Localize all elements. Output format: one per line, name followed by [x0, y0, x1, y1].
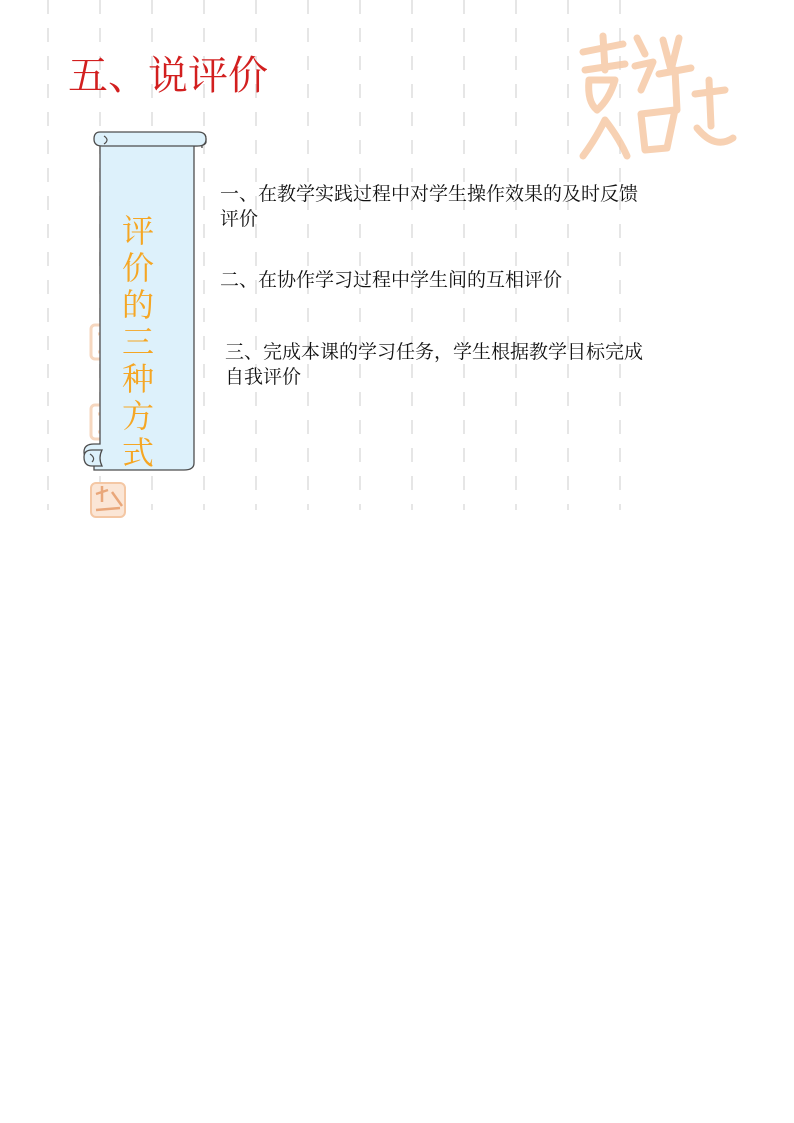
small-seal-decoration [88, 480, 128, 520]
evaluation-item-2: 二、在协作学习过程中学生间的互相评价 [220, 269, 563, 291]
auspicious-seal-decoration [575, 30, 740, 165]
page-title: 五、说评价 [68, 53, 268, 99]
scroll-label-text: 评 价 的 三 种 方 式 [121, 212, 154, 472]
evaluation-item-3: 三、完成本课的学习任务，学生根据教学目标完成自我评价 [225, 341, 644, 388]
evaluation-item-1: 一、在教学实践过程中对学生操作效果的及时反馈评价 [220, 183, 639, 230]
scroll-label [113, 176, 163, 472]
